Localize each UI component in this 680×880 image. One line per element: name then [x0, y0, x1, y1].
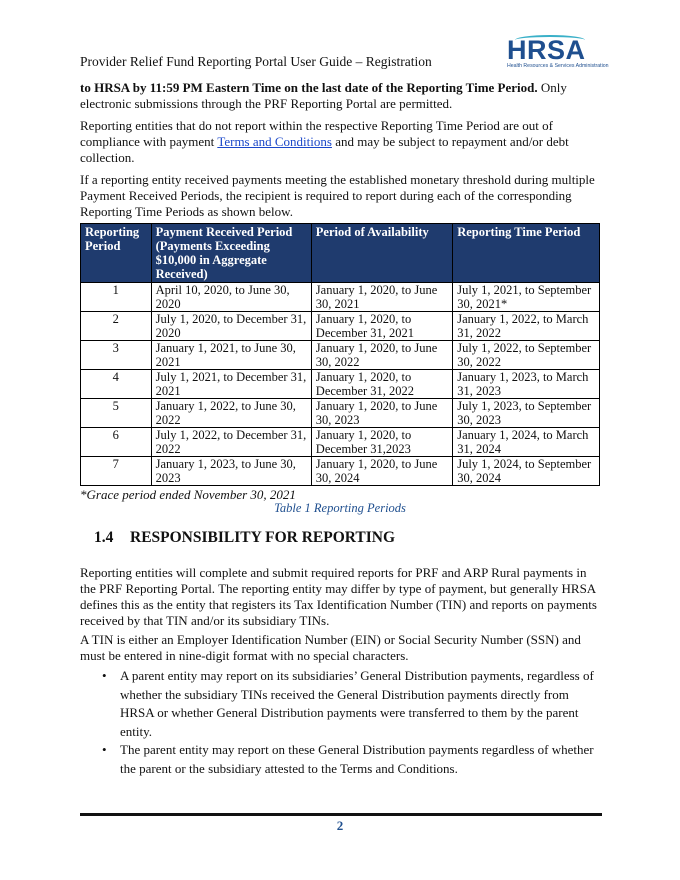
list-item-text: The parent entity may report on these General Distribution payments regardless of whether the parent or the subsidiary attested to the Terms and Conditions.: [120, 742, 594, 776]
section-title: RESPONSIBILITY FOR REPORTING: [130, 529, 396, 546]
table-cell: January 1, 2021, to June 30, 2021: [151, 341, 311, 370]
table-row: [81, 312, 600, 341]
table-header-cell: Payment Received Period (Payments Exceeding $10,000 in Aggregate Received): [151, 224, 311, 283]
table-cell: April 10, 2020, to June 30, 2020: [151, 283, 311, 312]
table-cell: January 1, 2020, to June 30, 2021: [311, 283, 452, 312]
table-footnote: *Grace period ended November 30, 2021: [80, 487, 296, 502]
table-row: [81, 428, 600, 457]
deadline-bold-text: to HRSA by 11:59 PM Eastern Time on the last date of the Reporting Time Period.: [80, 80, 538, 95]
table-cell: 1: [81, 283, 152, 312]
table-cell: July 1, 2021, to September 30, 2021*: [453, 283, 600, 312]
table-cell: July 1, 2024, to September 30, 2024: [453, 457, 600, 486]
table-cell: July 1, 2023, to September 30, 2023: [453, 399, 600, 428]
table-row: [81, 283, 600, 312]
hrsa-logo: [507, 35, 609, 69]
bullet-icon: •: [102, 668, 107, 683]
list-item-text: A parent entity may report on its subsidiaries’ General Distribution payments, regardless of whether the subsidiary TINs received the General Distribution payments directly from HRSA or whether General Distribution payments were transferred to them by the parent entity.: [120, 668, 594, 739]
deadline-rest-text: Only electronic submissions through the PRF Reporting Portal are permitted.: [80, 80, 567, 111]
table-caption: Table 1 Reporting Periods: [274, 501, 406, 515]
table-cell: July 1, 2022, to September 30, 2022: [453, 341, 600, 370]
section-number: 1.4: [94, 529, 114, 546]
page-number: 2: [336, 818, 344, 833]
paragraph-deadline: [80, 80, 600, 112]
list-item: [80, 741, 600, 778]
table-cell: 5: [81, 399, 152, 428]
paragraph-compliance: [80, 118, 600, 166]
footer-divider: [80, 813, 602, 816]
table-cell: 4: [81, 370, 152, 399]
table-cell: January 1, 2022, to June 30, 2022: [151, 399, 311, 428]
table-row: [81, 457, 600, 486]
paragraph-multiple-periods: If a reporting entity received payments meeting the established monetary threshold during multiple Payment Received Periods, the recipient is required to report during each of the corresponding Reporting Time Periods as shown below.: [80, 172, 595, 219]
reporting-periods-table: [80, 223, 600, 486]
compliance-text-before: Reporting entities that do not report within the respective Reporting Time Period are out of compliance with payment: [80, 118, 553, 149]
table-cell: 7: [81, 457, 152, 486]
bullet-icon: •: [102, 742, 107, 757]
bullet-list: [80, 667, 600, 778]
document-header-title: Provider Relief Fund Reporting Portal User Guide – Registration: [80, 54, 432, 69]
table-cell: 3: [81, 341, 152, 370]
table-cell: July 1, 2020, to December 31, 2020: [151, 312, 311, 341]
table-cell: January 1, 2020, to June 30, 2022: [311, 341, 452, 370]
logo-subtitle: Health Resources & Services Administration: [507, 63, 609, 69]
logo-swoosh: [515, 35, 585, 45]
table-header-cell: Period of Availability: [311, 224, 452, 283]
table-header-row: [81, 224, 600, 283]
table-cell: July 1, 2022, to December 31, 2022: [151, 428, 311, 457]
table-cell: 6: [81, 428, 152, 457]
paragraph-reporting-entities: Reporting entities will complete and submit required reports for PRF and ARP Rural payments in the PRF Reporting Portal. The reporting entity may differ by type of payment, but generally HRSA defines this as the entity that registers its Tax Identification Number (TIN) and reports on payments received by that TIN and/or its subsidiary TINs.: [80, 565, 597, 628]
table-cell: January 1, 2024, to March 31, 2024: [453, 428, 600, 457]
compliance-text-after: and may be subject to repayment and/or debt collection.: [80, 134, 569, 165]
table-row: [81, 370, 600, 399]
table-cell: January 1, 2020, to December 31, 2021: [311, 312, 452, 341]
table-header-cell: Reporting Period: [81, 224, 152, 283]
logo-text: HRSA: [507, 35, 586, 65]
table-cell: January 1, 2020, to June 30, 2024: [311, 457, 452, 486]
list-item: [80, 667, 600, 741]
table-row: [81, 399, 600, 428]
table-cell: January 1, 2020, to December 31, 2022: [311, 370, 452, 399]
paragraph-tin-definition: A TIN is either an Employer Identification Number (EIN) or Social Security Number (SSN) and must be entered in nine-digit format with no special characters.: [80, 632, 581, 663]
table-cell: 2: [81, 312, 152, 341]
table-header-cell: Reporting Time Period: [453, 224, 600, 283]
section-heading: [94, 529, 395, 547]
table-cell: January 1, 2020, to December 31,2023: [311, 428, 452, 457]
table-cell: January 1, 2020, to June 30, 2023: [311, 399, 452, 428]
table-cell: January 1, 2022, to March 31, 2022: [453, 312, 600, 341]
table-cell: January 1, 2023, to March 31, 2023: [453, 370, 600, 399]
table-cell: January 1, 2023, to June 30, 2023: [151, 457, 311, 486]
table-cell: July 1, 2021, to December 31, 2021: [151, 370, 311, 399]
table-row: [81, 341, 600, 370]
terms-and-conditions-link[interactable]: Terms and Conditions: [217, 134, 332, 149]
